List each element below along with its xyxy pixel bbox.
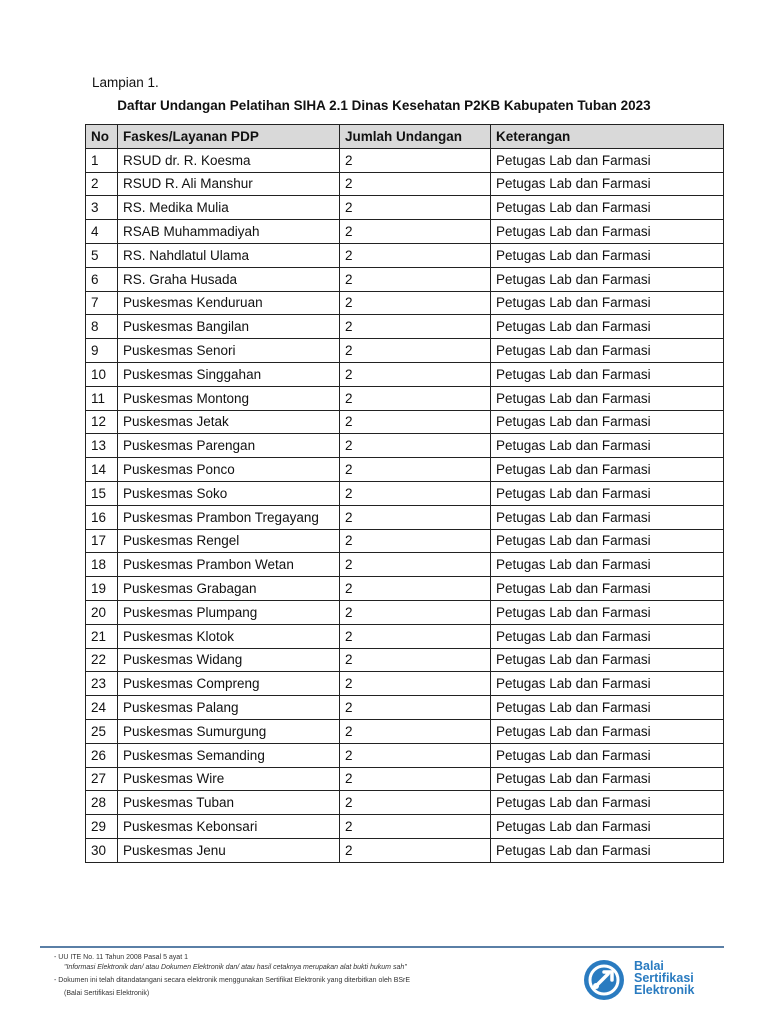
table-row xyxy=(86,672,724,696)
row-number: 8 xyxy=(86,315,118,339)
invitation-count: 2 xyxy=(340,148,491,172)
attachment-label: Lampian 1. xyxy=(92,75,159,90)
facility-name: Puskesmas Rengel xyxy=(118,529,340,553)
bsre-logo-line: Elektronik xyxy=(634,983,695,997)
row-number: 2 xyxy=(86,172,118,196)
table-row xyxy=(86,505,724,529)
remarks: Petugas Lab dan Farmasi xyxy=(491,577,724,601)
bsre-logo-line: Balai xyxy=(634,959,664,973)
invitation-count: 2 xyxy=(340,315,491,339)
row-number: 16 xyxy=(86,505,118,529)
remarks: Petugas Lab dan Farmasi xyxy=(491,600,724,624)
remarks: Petugas Lab dan Farmasi xyxy=(491,458,724,482)
table-row xyxy=(86,791,724,815)
invitation-count: 2 xyxy=(340,838,491,862)
row-number: 5 xyxy=(86,243,118,267)
invitation-count: 2 xyxy=(340,410,491,434)
invitation-count: 2 xyxy=(340,696,491,720)
facility-name: Puskesmas Compreng xyxy=(118,672,340,696)
remarks: Petugas Lab dan Farmasi xyxy=(491,767,724,791)
facility-name: RSUD R. Ali Manshur xyxy=(118,172,340,196)
table-row xyxy=(86,743,724,767)
table-row xyxy=(86,600,724,624)
remarks: Petugas Lab dan Farmasi xyxy=(491,386,724,410)
invitation-count: 2 xyxy=(340,339,491,363)
table-row xyxy=(86,434,724,458)
remarks: Petugas Lab dan Farmasi xyxy=(491,743,724,767)
remarks: Petugas Lab dan Farmasi xyxy=(491,267,724,291)
facility-name: Puskesmas Plumpang xyxy=(118,600,340,624)
row-number: 9 xyxy=(86,339,118,363)
facility-name: Puskesmas Bangilan xyxy=(118,315,340,339)
table-row xyxy=(86,815,724,839)
table-row xyxy=(86,386,724,410)
table-row xyxy=(86,481,724,505)
invitation-count: 2 xyxy=(340,648,491,672)
remarks: Petugas Lab dan Farmasi xyxy=(491,791,724,815)
facility-name: Puskesmas Prambon Wetan xyxy=(118,553,340,577)
footer-divider xyxy=(40,946,724,948)
column-header-keterangan: Keterangan xyxy=(491,125,724,149)
remarks: Petugas Lab dan Farmasi xyxy=(491,815,724,839)
table-row xyxy=(86,458,724,482)
table-row xyxy=(86,719,724,743)
remarks: Petugas Lab dan Farmasi xyxy=(491,196,724,220)
facility-name: Puskesmas Grabagan xyxy=(118,577,340,601)
row-number: 3 xyxy=(86,196,118,220)
table-row xyxy=(86,267,724,291)
bsre-logo-icon xyxy=(582,958,626,1002)
row-number: 14 xyxy=(86,458,118,482)
invitation-count: 2 xyxy=(340,196,491,220)
remarks: Petugas Lab dan Farmasi xyxy=(491,362,724,386)
table-header-row xyxy=(86,125,724,149)
facility-name: Puskesmas Klotok xyxy=(118,624,340,648)
column-header-jumlah: Jumlah Undangan xyxy=(340,125,491,149)
footer-law-reference: - UU ITE No. 11 Tahun 2008 Pasal 5 ayat 1 xyxy=(54,954,188,961)
facility-name: Puskesmas Prambon Tregayang xyxy=(118,505,340,529)
table-row xyxy=(86,220,724,244)
facility-name: Puskesmas Soko xyxy=(118,481,340,505)
table-row xyxy=(86,838,724,862)
row-number: 28 xyxy=(86,791,118,815)
table-row xyxy=(86,410,724,434)
invitation-count: 2 xyxy=(340,458,491,482)
invitation-count: 2 xyxy=(340,791,491,815)
facility-name: Puskesmas Parengan xyxy=(118,434,340,458)
row-number: 6 xyxy=(86,267,118,291)
footer-signature-note: - Dokumen ini telah ditandatangani secara elektronik menggunakan Sertifikat Elektronik yang diterbitkan oleh BSrE xyxy=(54,977,411,984)
invitation-count: 2 xyxy=(340,672,491,696)
row-number: 19 xyxy=(86,577,118,601)
invitation-count: 2 xyxy=(340,600,491,624)
remarks: Petugas Lab dan Farmasi xyxy=(491,315,724,339)
facility-name: Puskesmas Sumurgung xyxy=(118,719,340,743)
facility-name: RS. Nahdlatul Ulama xyxy=(118,243,340,267)
invitation-count: 2 xyxy=(340,719,491,743)
facility-name: RS. Medika Mulia xyxy=(118,196,340,220)
invitation-count: 2 xyxy=(340,220,491,244)
row-number: 21 xyxy=(86,624,118,648)
table-row xyxy=(86,362,724,386)
row-number: 26 xyxy=(86,743,118,767)
invitation-count: 2 xyxy=(340,743,491,767)
invitation-count: 2 xyxy=(340,267,491,291)
remarks: Petugas Lab dan Farmasi xyxy=(491,410,724,434)
invitation-count: 2 xyxy=(340,386,491,410)
remarks: Petugas Lab dan Farmasi xyxy=(491,696,724,720)
footer-bsre-name: (Balai Sertifikasi Elektronik) xyxy=(64,990,150,997)
facility-name: Puskesmas Tuban xyxy=(118,791,340,815)
table-row xyxy=(86,339,724,363)
facility-name: Puskesmas Palang xyxy=(118,696,340,720)
facility-name: Puskesmas Kenduruan xyxy=(118,291,340,315)
table-row xyxy=(86,148,724,172)
row-number: 24 xyxy=(86,696,118,720)
invitation-count: 2 xyxy=(340,624,491,648)
facility-name: RSUD dr. R. Koesma xyxy=(118,148,340,172)
invitation-count: 2 xyxy=(340,291,491,315)
row-number: 17 xyxy=(86,529,118,553)
remarks: Petugas Lab dan Farmasi xyxy=(491,838,724,862)
remarks: Petugas Lab dan Farmasi xyxy=(491,148,724,172)
table-row xyxy=(86,648,724,672)
facility-name: Puskesmas Jetak xyxy=(118,410,340,434)
remarks: Petugas Lab dan Farmasi xyxy=(491,553,724,577)
remarks: Petugas Lab dan Farmasi xyxy=(491,719,724,743)
invitation-count: 2 xyxy=(340,553,491,577)
facility-name: Puskesmas Widang xyxy=(118,648,340,672)
invitation-table xyxy=(85,124,724,863)
remarks: Petugas Lab dan Farmasi xyxy=(491,243,724,267)
invitation-count: 2 xyxy=(340,577,491,601)
row-number: 20 xyxy=(86,600,118,624)
row-number: 13 xyxy=(86,434,118,458)
table-row xyxy=(86,196,724,220)
invitation-count: 2 xyxy=(340,362,491,386)
remarks: Petugas Lab dan Farmasi xyxy=(491,624,724,648)
invitation-count: 2 xyxy=(340,172,491,196)
column-header-no: No xyxy=(86,125,118,149)
row-number: 22 xyxy=(86,648,118,672)
remarks: Petugas Lab dan Farmasi xyxy=(491,529,724,553)
row-number: 23 xyxy=(86,672,118,696)
table-row xyxy=(86,624,724,648)
facility-name: Puskesmas Semanding xyxy=(118,743,340,767)
remarks: Petugas Lab dan Farmasi xyxy=(491,648,724,672)
row-number: 15 xyxy=(86,481,118,505)
invitation-count: 2 xyxy=(340,815,491,839)
table-row xyxy=(86,315,724,339)
column-header-faskes: Faskes/Layanan PDP xyxy=(118,125,340,149)
row-number: 10 xyxy=(86,362,118,386)
table-row xyxy=(86,172,724,196)
remarks: Petugas Lab dan Farmasi xyxy=(491,291,724,315)
invitation-count: 2 xyxy=(340,434,491,458)
row-number: 11 xyxy=(86,386,118,410)
invitation-count: 2 xyxy=(340,243,491,267)
row-number: 18 xyxy=(86,553,118,577)
facility-name: Puskesmas Ponco xyxy=(118,458,340,482)
row-number: 27 xyxy=(86,767,118,791)
row-number: 7 xyxy=(86,291,118,315)
row-number: 4 xyxy=(86,220,118,244)
row-number: 29 xyxy=(86,815,118,839)
table-row xyxy=(86,243,724,267)
facility-name: Puskesmas Singgahan xyxy=(118,362,340,386)
bsre-logo-text xyxy=(634,960,694,996)
remarks: Petugas Lab dan Farmasi xyxy=(491,220,724,244)
invitation-count: 2 xyxy=(340,481,491,505)
row-number: 1 xyxy=(86,148,118,172)
table-row xyxy=(86,577,724,601)
facility-name: RSAB Muhammadiyah xyxy=(118,220,340,244)
facility-name: Puskesmas Jenu xyxy=(118,838,340,862)
table-row xyxy=(86,291,724,315)
facility-name: RS. Graha Husada xyxy=(118,267,340,291)
remarks: Petugas Lab dan Farmasi xyxy=(491,339,724,363)
table-row xyxy=(86,529,724,553)
facility-name: Puskesmas Senori xyxy=(118,339,340,363)
remarks: Petugas Lab dan Farmasi xyxy=(491,172,724,196)
remarks: Petugas Lab dan Farmasi xyxy=(491,481,724,505)
invitation-count: 2 xyxy=(340,505,491,529)
row-number: 30 xyxy=(86,838,118,862)
remarks: Petugas Lab dan Farmasi xyxy=(491,505,724,529)
row-number: 25 xyxy=(86,719,118,743)
facility-name: Puskesmas Kebonsari xyxy=(118,815,340,839)
document-title: Daftar Undangan Pelatihan SIHA 2.1 Dinas Kesehatan P2KB Kabupaten Tuban 2023 xyxy=(117,98,651,113)
invitation-count: 2 xyxy=(340,529,491,553)
table-row xyxy=(86,696,724,720)
row-number: 12 xyxy=(86,410,118,434)
bsre-logo-line: Sertifikasi xyxy=(634,971,694,985)
table-row xyxy=(86,767,724,791)
remarks: Petugas Lab dan Farmasi xyxy=(491,434,724,458)
invitation-count: 2 xyxy=(340,767,491,791)
table-row xyxy=(86,553,724,577)
facility-name: Puskesmas Montong xyxy=(118,386,340,410)
facility-name: Puskesmas Wire xyxy=(118,767,340,791)
remarks: Petugas Lab dan Farmasi xyxy=(491,672,724,696)
footer-law-quote: "Informasi Elektronik dan/ atau Dokumen Elektronik dan/ atau hasil cetaknya merupakan alat bukti hukum sah" xyxy=(64,964,407,971)
